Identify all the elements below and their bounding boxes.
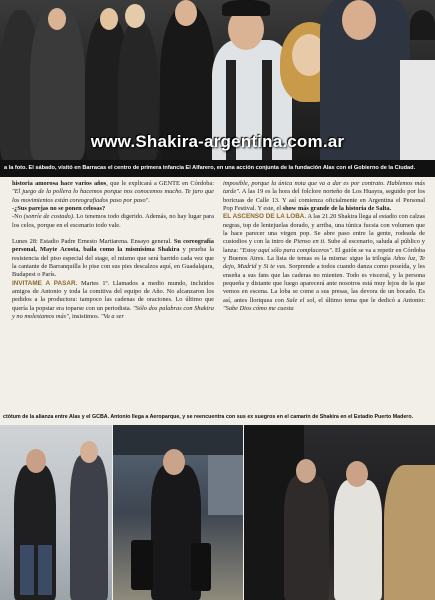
text: -No: [12, 213, 24, 221]
quote: "Estoy aquí sólo para complaceros".: [239, 246, 334, 254]
quote: "El juego de la pollera lo hacemos porque nos conocemos mucho. Te juro que los movimientos están coreografiados paso por paso".: [12, 188, 214, 204]
paragraph-1: [223, 180, 425, 213]
text-bold: show más grande de la historia de Salta.: [282, 205, 392, 213]
article-column-left: [12, 180, 214, 322]
paragraph-2: [223, 213, 425, 313]
text: , el último tema que le dedicó a Antonio:: [314, 296, 425, 304]
text: Martes 1º. Llamados a medio mundo, incluidos amigos de Antonio y toda la comitiva del equipo de Año. No alcanzaron los pedidos a la productora: tampoco las cadenas de oraciones. Lo último que quería la popstar era toparse con un periodista.: [12, 279, 214, 312]
paragraph-4: [12, 280, 214, 322]
caption-top: a la foto. El sábado, visitó en Barracas el centro de primera infancia El Alfarero, en una acción conjunta de la fundación Alas con el Gobierno de la Ciudad.: [0, 160, 435, 177]
question: -¿Sus parejas no se ponen celosas?: [12, 205, 106, 213]
text: Sorprende a todos cuando danza como poseída, y les enseña a sus fans que las caderas no mienten. Todo es visceral, y la persona pequeña y distante que luego aparecerá ante nosotros está muy lejos de la que vemos en escena. La loba se come a sus presas, las devora de un bocado. Es así, antes lloriquea con: [223, 263, 425, 304]
quote: "Va a ser: [100, 313, 124, 321]
aside: (sonríe de costado).: [23, 213, 75, 221]
quote: imposible, porque la única nota que va a dar es por contrato. Hablemos más tarde".: [223, 180, 425, 196]
song-title: Pienso en ti.: [293, 238, 326, 246]
text: Lunes 28: Estadio Padre Ernesto Martiarena. Ensayo general.: [12, 238, 174, 246]
text-bold: Su coreografía personal, Mayte Acosta, baila como la mismísima Shakira: [12, 238, 214, 254]
text: , insistimos.: [68, 313, 101, 321]
song-title: Sale el sol: [286, 296, 315, 304]
subhead-ascenso: EL ASCENSO DE LA LOBA.: [223, 213, 307, 221]
text: y prueba la resistencia del piso especial del stage, el mismo que será barrido cada vez que la cantante de Barranquilla lo pise con sus pies descalzos aquí, en Guadalajara, Budapest o París.: [12, 246, 214, 279]
caption-bottom: ctótum de la alianza entre Alas y el GCBA. Antonio llega a Aeroparque, y se reencuentra con sus ex suegros en el camarín de Shakira en el Estadio Puerto Madero.: [3, 414, 414, 420]
song-title: Si te vas.: [263, 263, 287, 271]
photo-camarin: [244, 425, 435, 600]
text: A las 19 es la hora del folclore norteño de Los Huayra, seguido por los boricuas de Calle 13. Y así comienza oficialmente en Argentina el Personal Pop Festival. Y este, el: [223, 188, 425, 213]
quote: "Sabe Dios cómo me cuesta: [223, 305, 294, 313]
paragraph-1: [12, 180, 214, 205]
text: A las 21.20 Shakira llega al estadio con calzas negras, top de lentejuelas dorado, y arriba, una túnica fucsia con volumen que la hace parecer una virgen pop. Se abre paso entre la gente, rodeada de custodios y con la intro de: [223, 213, 425, 246]
photo-antonio-aeroparque: [113, 425, 243, 600]
paragraph-3: [12, 238, 214, 280]
text-bold: historia amorosa hace varios años: [12, 180, 107, 187]
text: Lo tenemos todo digerido. Además, no hay lugar para los celos, porque en el escenario todo vale.: [12, 213, 214, 229]
text: y: [256, 263, 264, 271]
text: Sube al escenario, saluda al público y lanza:: [223, 238, 425, 254]
subhead-invitame: INVITAME A PASAR.: [12, 279, 78, 287]
text: , que le explicará a GENTE en Córdoba:: [106, 180, 214, 187]
quote: "Sólo dos palabras con Shakira y no molestamos más": [12, 304, 214, 321]
watermark-text: www.Shakira-argentina.com.ar: [90, 132, 345, 151]
paragraph-2: [12, 205, 214, 230]
top-photo: [0, 0, 435, 160]
text: El guión se va a repetir en Córdoba y Buenos Aires. La lista de temas es la misma: sigue la trilogía: [223, 246, 425, 263]
song-titles: Años luz, Te dejo, Madrid: [223, 255, 425, 271]
article-column-right: [223, 180, 425, 314]
photo-antonio-walking: [0, 425, 112, 600]
